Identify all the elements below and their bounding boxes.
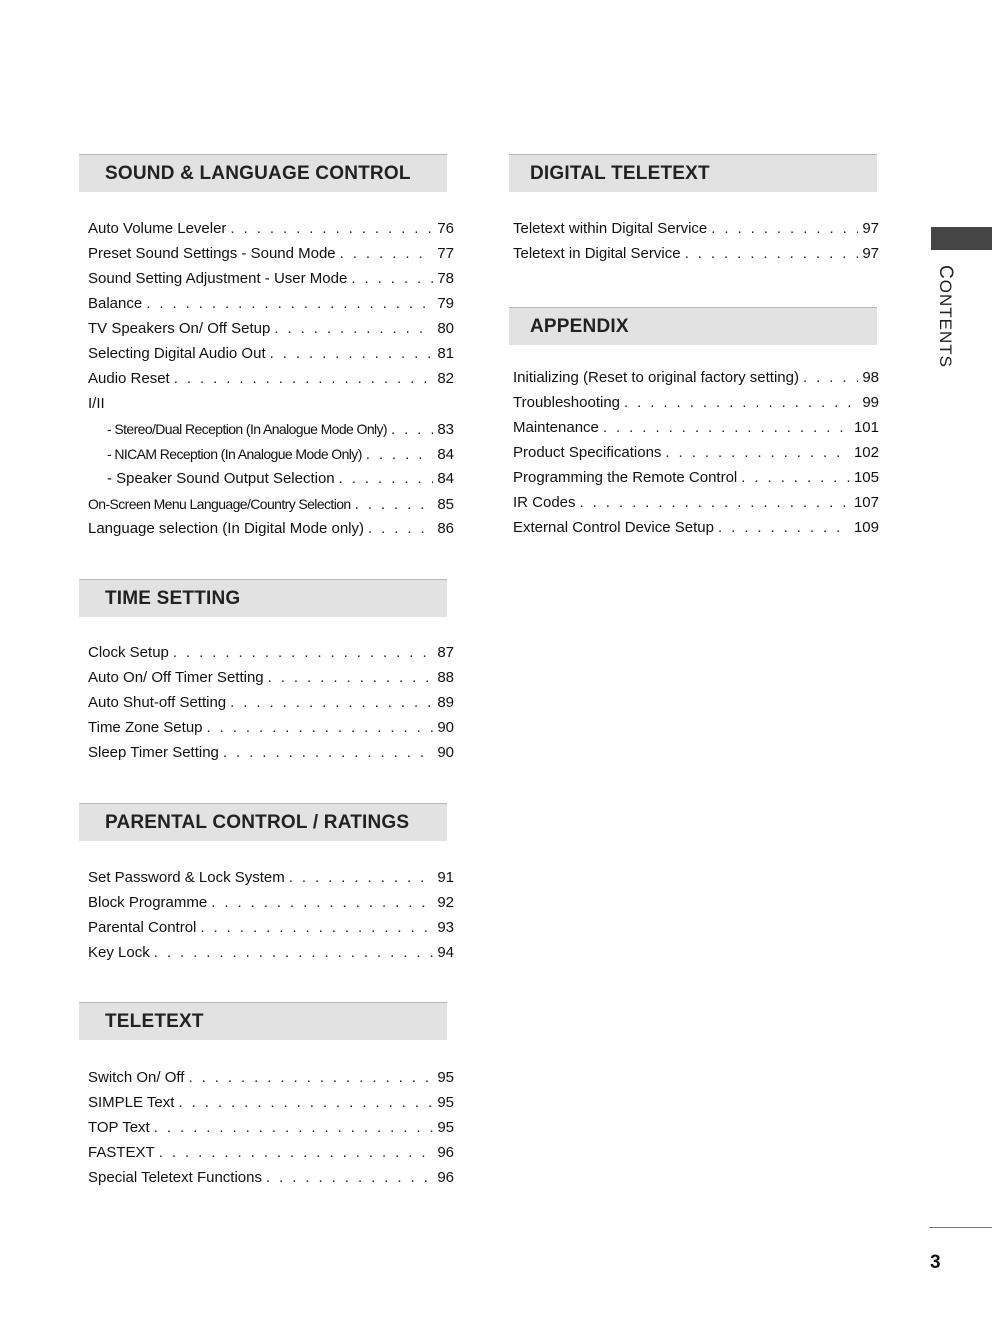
toc-label: - Stereo/Dual Reception (In Analogue Mode Only) (107, 421, 387, 437)
toc-page: 89 (437, 694, 454, 711)
toc-label: Product Specifications (513, 444, 662, 461)
toc-entry[interactable] (88, 1117, 454, 1139)
toc-label: FASTEXT (88, 1144, 155, 1161)
toc-label: Maintenance (513, 419, 599, 436)
toc-label: Preset Sound Settings - Sound Mode (88, 245, 336, 262)
dot-leader (178, 1092, 433, 1114)
toc-label: Clock Setup (88, 644, 169, 661)
toc-entry[interactable] (88, 1092, 454, 1114)
section-header (79, 154, 447, 192)
section-header (509, 307, 877, 345)
section-header (79, 803, 447, 841)
toc-label: Switch On/ Off (88, 1069, 185, 1086)
section-title: SOUND & LANGUAGE CONTROL (105, 163, 411, 184)
dot-leader (665, 442, 850, 464)
section-title: TELETEXT (105, 1011, 204, 1032)
page-number: 3 (930, 1252, 941, 1273)
toc-entry[interactable] (88, 1167, 454, 1189)
toc-label: Time Zone Setup (88, 719, 203, 736)
dot-leader (289, 867, 434, 889)
toc-label: Set Password & Lock System (88, 869, 285, 886)
toc-entry[interactable] (88, 343, 454, 365)
dot-leader (603, 417, 850, 439)
toc-entry[interactable] (88, 1067, 454, 1089)
toc-label: Sound Setting Adjustment - User Mode (88, 270, 348, 287)
toc-page: 86 (437, 520, 454, 537)
toc-label: - Speaker Sound Output Selection (107, 470, 335, 487)
section-title: PARENTAL CONTROL / RATINGS (105, 812, 410, 833)
toc-label: SIMPLE Text (88, 1094, 175, 1111)
section-header (79, 1002, 447, 1040)
dot-leader (270, 343, 434, 365)
toc-entry[interactable] (88, 867, 454, 889)
dot-leader (207, 717, 434, 739)
dot-leader (685, 243, 859, 265)
toc-entry[interactable] (88, 942, 454, 964)
toc-label: Teletext in Digital Service (513, 245, 681, 262)
side-tab-marker (931, 227, 992, 250)
dot-leader (268, 667, 434, 689)
dot-leader (146, 293, 433, 315)
toc-page: 92 (437, 894, 454, 911)
toc-page: 82 (437, 370, 454, 387)
toc-page: 76 (437, 220, 454, 237)
toc-page: 99 (862, 394, 879, 411)
dot-leader (368, 518, 433, 540)
dot-leader (340, 243, 434, 265)
footer-rule (929, 1227, 992, 1228)
toc-subentry[interactable] (107, 418, 454, 440)
side-tab-initial: C (935, 265, 956, 280)
toc-entry[interactable] (513, 467, 879, 489)
toc-page: 77 (437, 245, 454, 262)
toc-label: - NICAM Reception (In Analogue Mode Only) (107, 446, 362, 462)
toc-label: On-Screen Menu Language/Country Selection (88, 496, 351, 512)
toc-entry[interactable] (88, 243, 454, 265)
dot-leader (200, 917, 433, 939)
toc-entry (88, 393, 454, 415)
section-title: TIME SETTING (105, 588, 241, 609)
dot-leader (230, 692, 433, 714)
toc-label: TOP Text (88, 1119, 150, 1136)
toc-entry[interactable] (513, 417, 879, 439)
toc-page: 95 (437, 1119, 454, 1136)
toc-label: Initializing (Reset to original factory setting) (513, 369, 799, 386)
dot-leader (188, 1067, 433, 1089)
toc-entry[interactable] (513, 492, 879, 514)
dot-leader (230, 218, 433, 240)
toc-entry[interactable] (88, 892, 454, 914)
toc-label: Key Lock (88, 944, 150, 961)
toc-entry[interactable] (88, 318, 454, 340)
dot-leader (391, 419, 433, 440)
toc-page: 98 (862, 369, 879, 386)
toc-page: 84 (437, 446, 454, 463)
toc-page: 102 (853, 444, 879, 461)
dot-leader (741, 467, 850, 489)
toc-page: 105 (853, 469, 879, 486)
toc-page: 107 (853, 494, 879, 511)
dot-leader (154, 1117, 434, 1139)
toc-entry[interactable] (88, 493, 454, 515)
toc-page: 97 (862, 245, 879, 262)
toc-label: Balance (88, 295, 143, 312)
toc-subentry[interactable] (107, 468, 454, 490)
toc-label: Troubleshooting (513, 394, 621, 411)
dot-leader (266, 1167, 433, 1189)
dot-leader (159, 1142, 434, 1164)
toc-page: 109 (853, 519, 879, 536)
dot-leader (580, 492, 850, 514)
toc-label: Parental Control (88, 919, 197, 936)
toc-page: 95 (437, 1094, 454, 1111)
toc-label: Programming the Remote Control (513, 469, 738, 486)
dot-leader (718, 517, 850, 539)
toc-entry[interactable] (513, 392, 879, 414)
toc-page: 90 (437, 744, 454, 761)
toc-page: 79 (437, 295, 454, 312)
toc-page: 95 (437, 1069, 454, 1086)
toc-page: 85 (437, 496, 454, 513)
dot-leader (174, 368, 434, 390)
toc-page: 97 (862, 220, 879, 237)
side-tab-rest: ONTENTS (936, 279, 955, 368)
toc-label: Special Teletext Functions (88, 1169, 262, 1186)
toc-subentry[interactable] (107, 443, 454, 465)
toc-entry[interactable] (88, 667, 454, 689)
toc-label: Auto On/ Off Timer Setting (88, 669, 264, 686)
toc-entry[interactable] (513, 517, 879, 539)
toc-label: Auto Shut-off Setting (88, 694, 227, 711)
section-header (509, 154, 877, 192)
toc-page: 96 (437, 1144, 454, 1161)
toc-entry[interactable] (88, 218, 454, 240)
toc-page: 83 (437, 421, 454, 438)
toc-label: External Control Device Setup (513, 519, 714, 536)
toc-entry[interactable] (88, 518, 454, 540)
dot-leader (624, 392, 858, 414)
toc-entry[interactable] (88, 1142, 454, 1164)
toc-entry[interactable] (88, 368, 454, 390)
toc-label: Auto Volume Leveler (88, 220, 227, 237)
toc-entry[interactable] (513, 367, 879, 389)
dot-leader (339, 468, 434, 490)
toc-page: 90 (437, 719, 454, 736)
section-header (79, 579, 447, 617)
side-tab-label (934, 265, 956, 368)
toc-entry[interactable] (513, 218, 879, 240)
section-title: APPENDIX (530, 316, 629, 337)
toc-page: 91 (437, 869, 454, 886)
dot-leader (211, 892, 433, 914)
toc-label: Teletext within Digital Service (513, 220, 708, 237)
toc-page: 80 (437, 320, 454, 337)
toc-entry[interactable] (88, 742, 454, 764)
toc-label: IR Codes (513, 494, 576, 511)
toc-label: I/II (88, 395, 105, 412)
toc-label: Block Programme (88, 894, 208, 911)
dot-leader (223, 742, 433, 764)
toc-label: Selecting Digital Audio Out (88, 345, 266, 362)
dot-leader (711, 218, 858, 240)
toc-entry[interactable] (88, 917, 454, 939)
toc-label: TV Speakers On/ Off Setup (88, 320, 271, 337)
dot-leader (274, 318, 433, 340)
toc-page: 94 (437, 944, 454, 961)
toc-entry[interactable] (88, 692, 454, 714)
dot-leader (154, 942, 434, 964)
toc-entry[interactable] (88, 293, 454, 315)
toc-page: 88 (437, 669, 454, 686)
toc-page: 84 (437, 470, 454, 487)
toc-entry[interactable] (88, 642, 454, 664)
toc-page: 96 (437, 1169, 454, 1186)
toc-page: 93 (437, 919, 454, 936)
toc-page: 87 (437, 644, 454, 661)
toc-entry[interactable] (88, 717, 454, 739)
dot-leader (366, 444, 434, 465)
toc-page: 81 (437, 345, 454, 362)
toc-label: Audio Reset (88, 370, 170, 387)
toc-label: Language selection (In Digital Mode only) (88, 520, 364, 537)
dot-leader (803, 367, 858, 389)
toc-entry[interactable] (88, 268, 454, 290)
toc-entry[interactable] (513, 243, 879, 265)
section-title: DIGITAL TELETEXT (530, 163, 710, 184)
dot-leader (355, 494, 434, 515)
toc-page: 78 (437, 270, 454, 287)
toc-entry[interactable] (513, 442, 879, 464)
dot-leader (173, 642, 433, 664)
toc-page: 101 (853, 419, 879, 436)
dot-leader (351, 268, 433, 290)
toc-label: Sleep Timer Setting (88, 744, 219, 761)
